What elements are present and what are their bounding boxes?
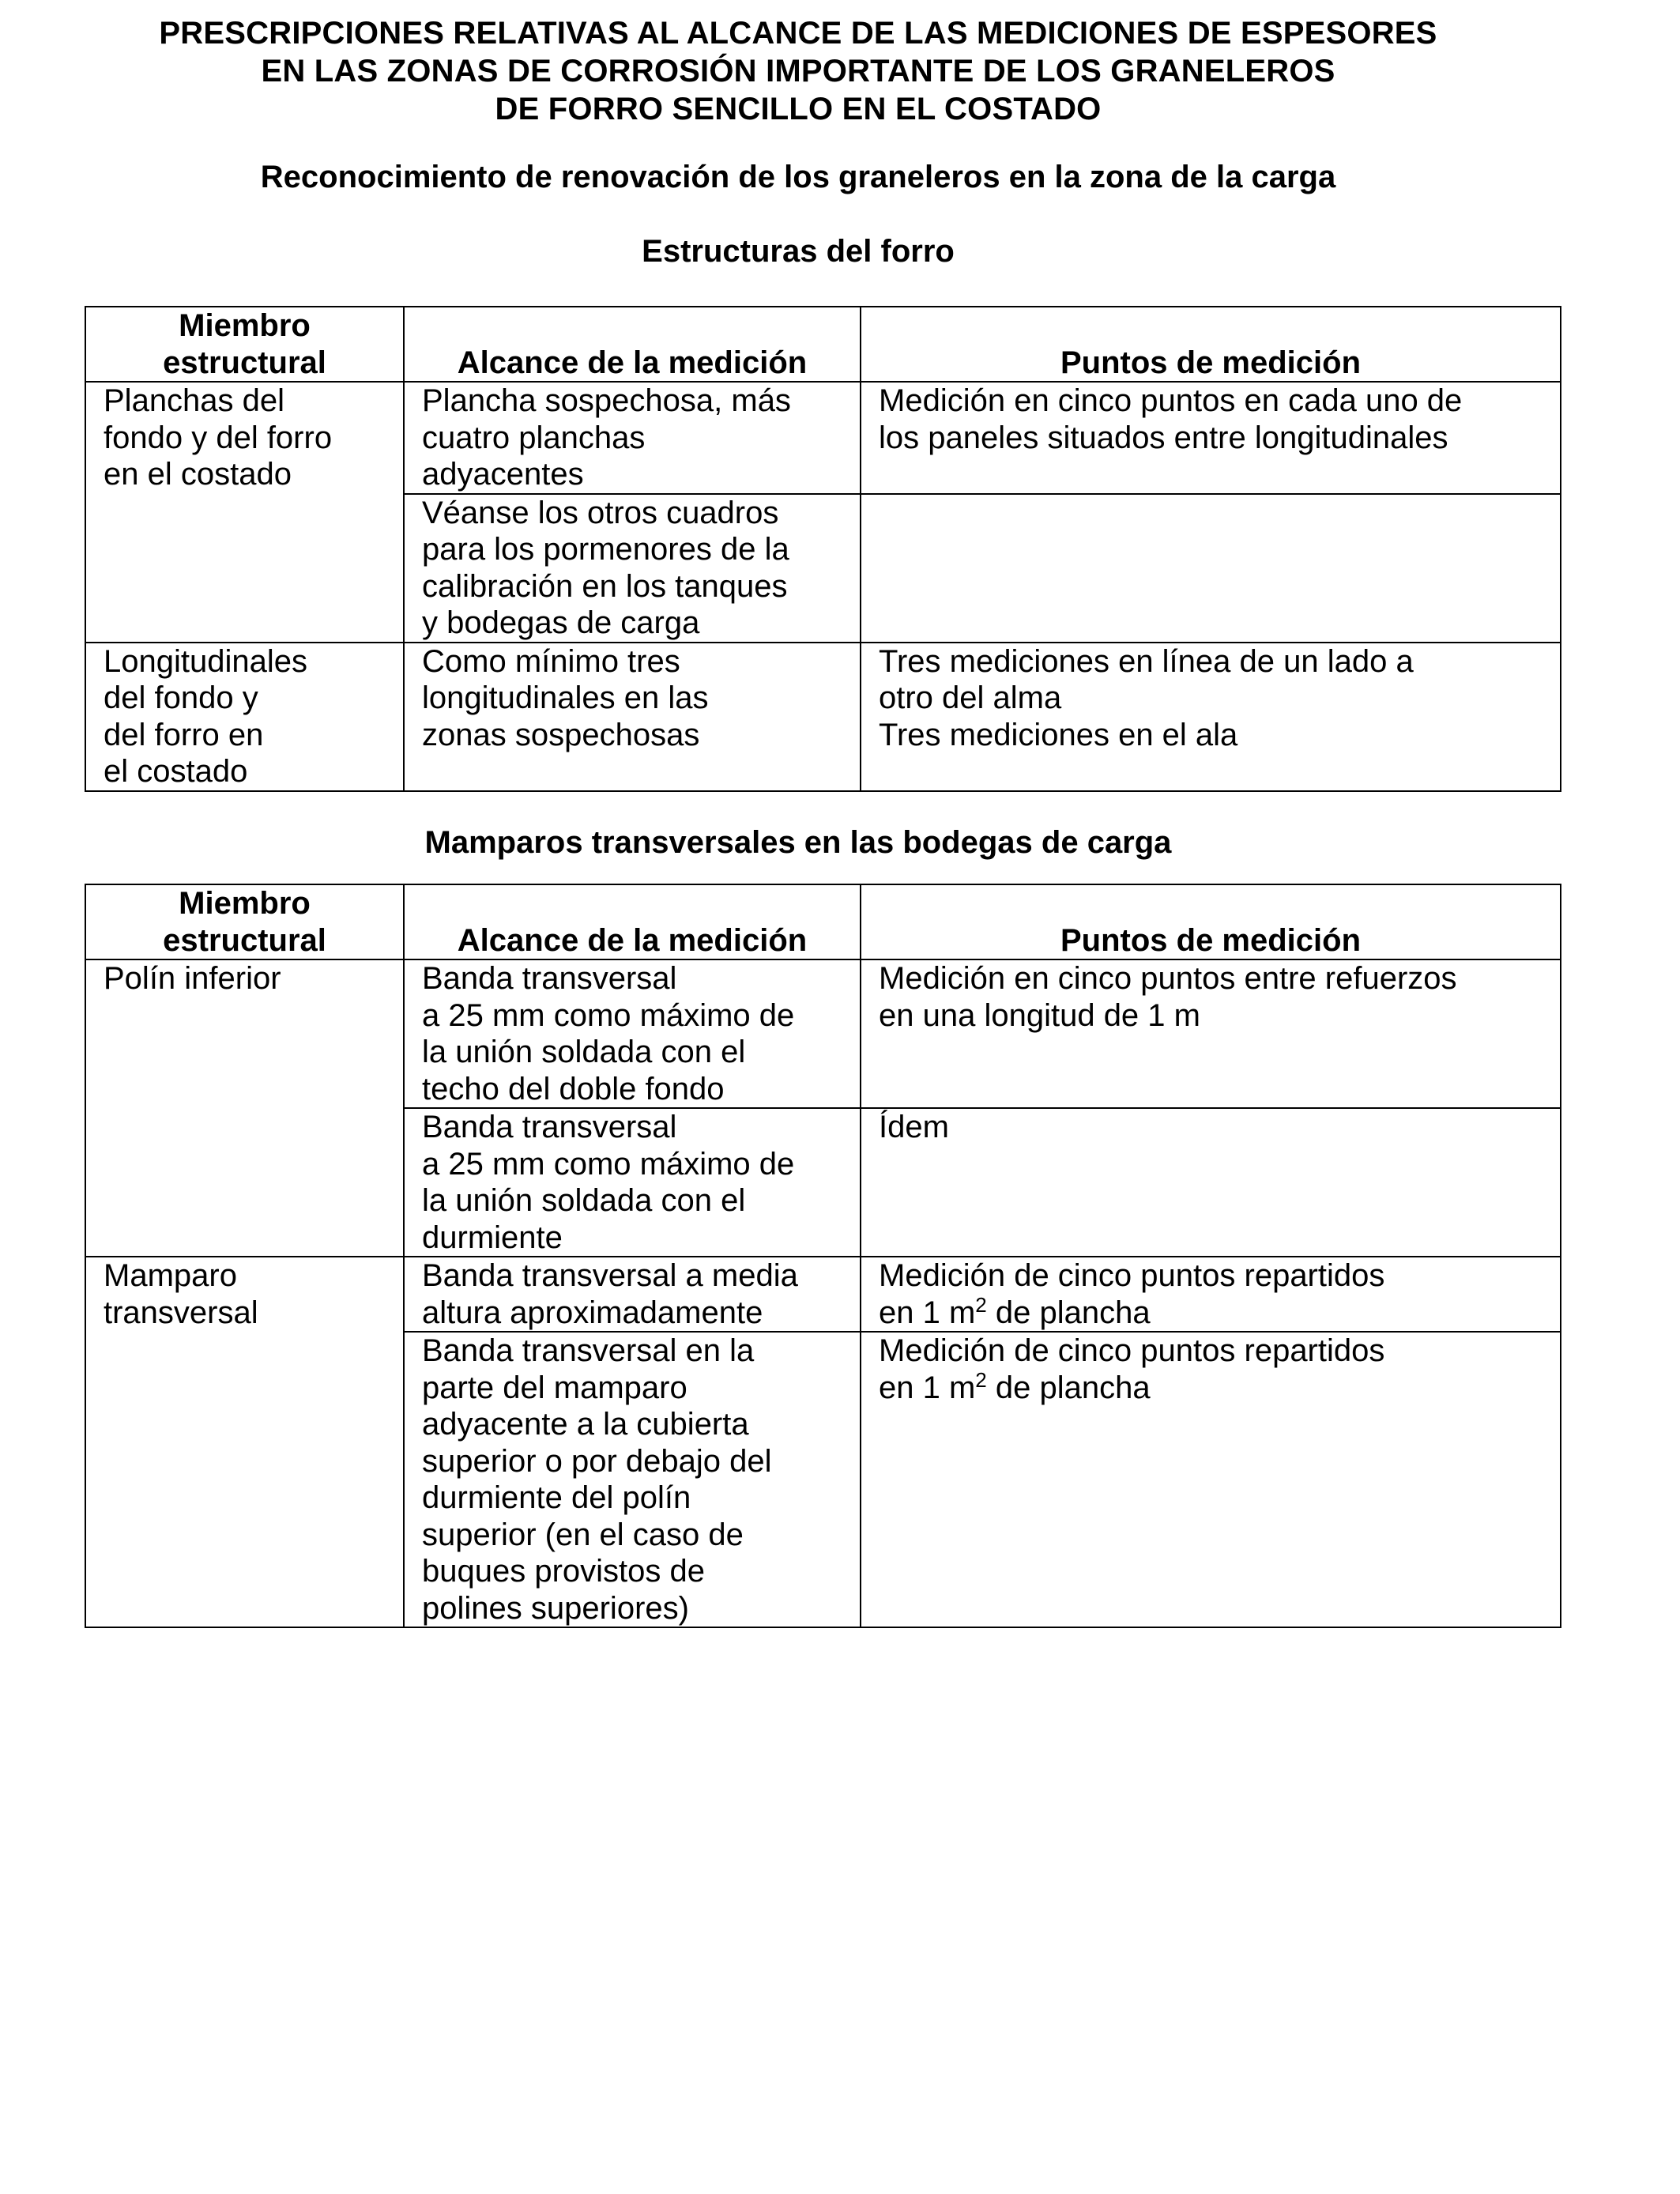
document-title: [47, 14, 1549, 128]
cell-text: durmiente: [422, 1220, 563, 1255]
cell-text: a 25 mm como máximo de: [422, 1146, 795, 1182]
cell-text: Medición en cinco puntos en cada uno de: [879, 383, 1463, 418]
cell-text: cuatro planchas: [422, 420, 646, 455]
header-text: Alcance de la medición: [457, 345, 808, 380]
points-cell: [861, 1332, 1561, 1627]
extent-cell: [404, 494, 861, 643]
table-row: [85, 959, 1561, 1108]
cell-text: Véanse los otros cuadros: [422, 495, 779, 530]
cell-text: Ídem: [879, 1110, 949, 1144]
points-cell: [861, 1108, 1561, 1257]
document-subtitle: Reconocimiento de renovación de los graneleros en la zona de la carga: [260, 160, 1336, 194]
cell-text: Tres mediciones en línea de un lado a: [879, 643, 1414, 679]
member-cell: [85, 382, 404, 643]
member-cell: [85, 1257, 404, 1627]
cell-text: Tres mediciones en el ala: [879, 717, 1238, 752]
extent-cell: [404, 1332, 861, 1627]
cell-text: la unión soldada con el: [422, 1035, 746, 1069]
cell-text: superior o por debajo del: [422, 1443, 772, 1479]
extent-cell: [404, 382, 861, 494]
cell-text: fondo y del forro: [104, 420, 333, 455]
cell-text-with-superscript: [879, 1367, 1546, 1407]
cell-text: Longitudinales: [104, 643, 307, 679]
cell-text: polines superiores): [422, 1590, 689, 1626]
column-header-extent: [404, 884, 861, 959]
superscript: 2: [975, 1292, 987, 1317]
table1-heading: Estructuras del forro: [642, 234, 955, 269]
table2-heading: Mamparos transversales en las bodegas de carga: [424, 825, 1172, 860]
cell-text: Banda transversal a media: [422, 1258, 798, 1293]
table-row: [85, 643, 1561, 791]
table-row: [85, 382, 1561, 494]
cell-text: el costado: [104, 754, 248, 789]
cell-text: longitudinales en las: [422, 680, 709, 715]
header-text: Miembro: [179, 886, 311, 921]
cell-text: Polín inferior: [104, 961, 281, 996]
cell-text: techo del doble fondo: [422, 1071, 725, 1106]
cell-text: para los pormenores de la: [422, 532, 789, 567]
cell-text: Planchas del: [104, 383, 285, 418]
cell-text: adyacente a la cubierta: [422, 1407, 749, 1442]
cell-text: del fondo y: [104, 680, 258, 715]
cell-text: y bodegas de carga: [422, 605, 700, 640]
extent-cell: [404, 1108, 861, 1257]
cell-text: la unión soldada con el: [422, 1183, 746, 1218]
cell-text: Mamparo: [104, 1258, 237, 1293]
member-cell: [85, 643, 404, 791]
title-line: DE FORRO SENCILLO EN EL COSTADO: [495, 92, 1102, 126]
cell-text: buques provistos de: [422, 1554, 706, 1589]
cell-text: de plancha: [986, 1295, 1151, 1330]
cell-text: Banda transversal: [422, 1110, 677, 1144]
cell-text: altura aproximadamente: [422, 1295, 763, 1330]
member-cell: [85, 959, 404, 1257]
header-text: estructural: [163, 345, 326, 380]
cell-text: Como mínimo tres: [422, 643, 680, 679]
table-row: [85, 1257, 1561, 1332]
cell-text: a 25 mm como máximo de: [422, 997, 795, 1033]
cell-text: Medición de cinco puntos repartidos: [879, 1333, 1385, 1368]
table-header-row: [85, 884, 1561, 959]
cell-text: de plancha: [986, 1370, 1151, 1405]
header-text: Puntos de medición: [1060, 922, 1362, 958]
cell-text: los paneles situados entre longitudinales: [879, 420, 1448, 455]
cell-text: otro del alma: [879, 680, 1062, 715]
header-text: Puntos de medición: [1060, 345, 1362, 380]
header-text: estructural: [163, 922, 326, 958]
cell-text: transversal: [104, 1295, 258, 1330]
title-line: PRESCRIPCIONES RELATIVAS AL ALCANCE DE LAS MEDICIONES DE ESPESORES: [159, 16, 1437, 51]
points-cell: [861, 1257, 1561, 1332]
cell-text: Medición de cinco puntos repartidos: [879, 1258, 1385, 1293]
points-cell: [861, 494, 1561, 643]
cell-text: zonas sospechosas: [422, 717, 700, 752]
cell-text: Medición en cinco puntos entre refuerzos: [879, 961, 1457, 996]
cell-text: Banda transversal: [422, 961, 677, 996]
title-line: EN LAS ZONAS DE CORROSIÓN IMPORTANTE DE LOS GRANELEROS: [261, 54, 1335, 89]
cell-text: del forro en: [104, 717, 264, 752]
extent-cell: [404, 959, 861, 1108]
header-text: Alcance de la medición: [457, 922, 808, 958]
cell-text: adyacentes: [422, 457, 584, 492]
cell-text-with-superscript: [879, 1292, 1546, 1332]
cell-text: en una longitud de 1 m: [879, 997, 1200, 1033]
header-text: Miembro: [179, 308, 311, 343]
points-cell: [861, 643, 1561, 791]
superscript: 2: [975, 1367, 987, 1392]
table-header-row: [85, 307, 1561, 382]
cell-text: en 1 m: [879, 1370, 976, 1405]
extent-cell: [404, 643, 861, 791]
column-header-points: [861, 884, 1561, 959]
cell-text: calibración en los tanques: [422, 568, 788, 604]
transverse-bulkheads-table: [85, 884, 1561, 1628]
points-cell: [861, 382, 1561, 494]
cell-text: parte del mamparo: [422, 1370, 687, 1405]
cell-text: Plancha sospechosa, más: [422, 383, 791, 418]
shell-structures-table: [85, 306, 1561, 792]
column-header-member: [85, 884, 404, 959]
column-header-points: [861, 307, 1561, 382]
extent-cell: [404, 1257, 861, 1332]
cell-text: en 1 m: [879, 1295, 976, 1330]
cell-text: durmiente del polín: [422, 1480, 691, 1515]
column-header-extent: [404, 307, 861, 382]
column-header-member: [85, 307, 404, 382]
cell-text: superior (en el caso de: [422, 1517, 744, 1552]
cell-text: Banda transversal en la: [422, 1333, 755, 1368]
cell-text: en el costado: [104, 457, 292, 492]
points-cell: [861, 959, 1561, 1108]
